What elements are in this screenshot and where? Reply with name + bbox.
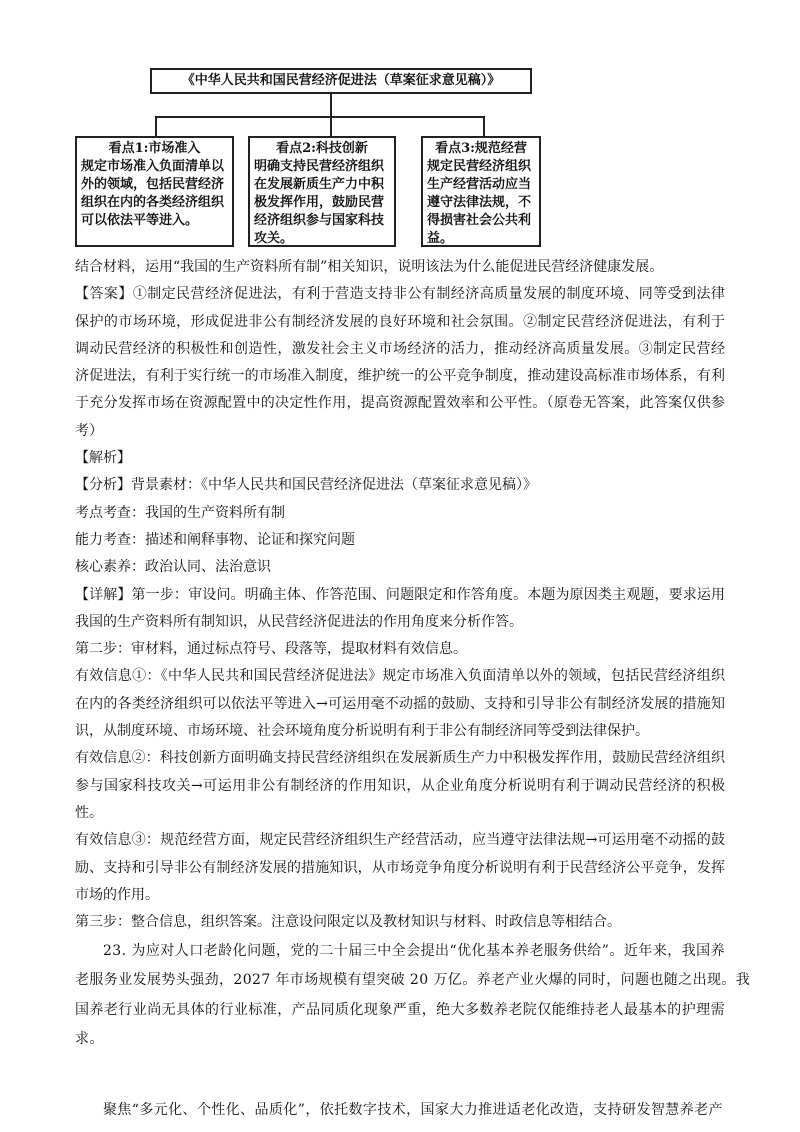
connector-line [483, 116, 485, 136]
connector-line [330, 116, 332, 136]
text-line: 能力考查：描述和阐释事物、论证和探究问题 [75, 531, 355, 548]
highlight-body: 规定民营经济组织生产经营活动应当遵守法律法规，不得损害社会公共利益。 [427, 159, 532, 246]
question-23-continuation [75, 1096, 725, 1125]
highlight-box-2 [248, 136, 396, 247]
law-highlights-diagram [0, 0, 800, 255]
text-line: 济促进法，有利于实行统一的市场准入制度，维护统一的公平竞争制度，推动建设高标准市场体系，有利 [75, 368, 725, 385]
highlight-heading: 看点2:科技创新 [276, 141, 368, 156]
text-line: 【答案】①制定民营经济促进法，有利于营造支持非公有制经济高质量发展的制度环境、同等受到法律 [75, 286, 725, 303]
text-line: 于充分发挥市场在资源配置中的决定性作用，提高资源配置效率和公平性。（原卷无答案，此答案仅供参 [75, 395, 725, 412]
highlight-box-1 [75, 136, 234, 247]
text-line: 励、支持和引导非公有制经济发展的措施知识，从市场竞争角度分析说明有利于民营经济公平竞争，发挥 [75, 859, 725, 876]
text-line: 23. 为应对人口老龄化问题，党的二十届三中全会提出“优化基本养老服务供给”。近年来，我国养 [103, 943, 725, 959]
text-line: 考） [75, 422, 103, 439]
highlight-heading: 看点1:市场准入 [108, 141, 201, 156]
text-line: 保护的市场环境，形成促进非公有制经济发展的良好环境和社会氛围。②制定民营经济促进法，有利于 [75, 313, 725, 330]
text-line: 在内的各类经济组织可以依法平等进入→可运用毫不动摇的鼓励、支持和引导非公有制经济发展的措施知 [75, 695, 725, 712]
text-line: 识，从制度环境、市场环境、社会环境角度分析说明有利于非公有制经济同等受到法律保护。 [75, 723, 649, 740]
text-line: 考点考查：我国的生产资料所有制 [75, 504, 285, 521]
text-line: 有效信息②：科技创新方面明确支持民营经济组织在发展新质生产力中积极发挥作用，鼓励民营经济组织 [75, 750, 725, 767]
highlight-body: 规定市场准入负面清单以外的领域，包括民营经济组织在内的各类经济组织可以依法平等进入。 [81, 159, 225, 228]
text-line: 我国的生产资料所有制知识，从民营经济促进法的作用角度来分析作答。 [75, 613, 523, 630]
text-line: 聚焦“多元化、个性化、品质化”，依托数字技术，国家大力推进适老化改造，支持研发智慧养老产 [103, 1102, 723, 1118]
text-line: 国养老行业尚无具体的行业标准，产品同质化现象严重，绝大多数养老院仅能维持老人最基本的护理需 [75, 1001, 725, 1018]
text-line: 参与国家科技攻关→可运用非公有制经济的作用知识，从企业角度分析说明有利于调动民营经济的积极 [75, 777, 725, 794]
text-line: 性。 [75, 804, 103, 821]
text-line: 第三步：整合信息，组织答案。注意设问限定以及教材知识与材料、时政信息等相结合。 [75, 914, 621, 931]
text-line: 求。 [75, 1030, 104, 1047]
text-line: 调动民营经济的积极性和创造性，激发社会主义市场经济的活力，推动经济高质量发展。③制定民营经 [75, 340, 725, 357]
connector-line [155, 116, 157, 136]
text-line: 有效信息③：规范经营方面，规定民营经济组织生产经营活动，应当遵守法律法规→可运用毫不动摇的鼓 [75, 832, 725, 849]
highlight-body: 明确支持民营经济组织在发展新质生产力中积极发挥作用，鼓励民营经济组织参与国家科技攻关。 [254, 159, 385, 246]
question-23-text [75, 937, 751, 1054]
text-line: 老服务业发展势头强劲，2027 年市场规模有望突破 20 万亿。养老产业火爆的同时，问题也随之出现。我 [75, 972, 751, 989]
text-line: 第二步：审材料，通过标点符号、段落等，提取材料有效信息。 [75, 641, 467, 658]
connector-line [330, 94, 332, 116]
text-line: 核心素养：政治认同、法治意识 [75, 559, 271, 576]
connector-line [155, 116, 485, 118]
text-line: 结合材料，运用“我国的生产资料所有制”相关知识，说明该法为什么能促进民营经济健康发展。 [75, 259, 664, 275]
highlight-box-3 [421, 136, 541, 247]
text-line: 【分析】背景素材：《中华人民共和国民营经济促进法（草案征求意见稿）》 [75, 477, 537, 494]
text-line: 【解析】 [75, 450, 131, 467]
highlight-heading: 看点3:规范经营 [435, 141, 527, 156]
text-line: 有效信息①：《中华人民共和国民营经济促进法》规定市场准入负面清单以外的领域，包括民营经济组织 [75, 668, 725, 685]
answer-analysis-text [75, 254, 725, 936]
text-line: 市场的作用。 [75, 886, 159, 903]
text-line: 【详解】第一步：审设问。明确主体、作答范围、问题限定和作答角度。本题为原因类主观题，要求运用 [75, 586, 725, 603]
diagram-title-box: 《中华人民共和国民营经济促进法（草案征求意见稿）》 [150, 68, 532, 94]
